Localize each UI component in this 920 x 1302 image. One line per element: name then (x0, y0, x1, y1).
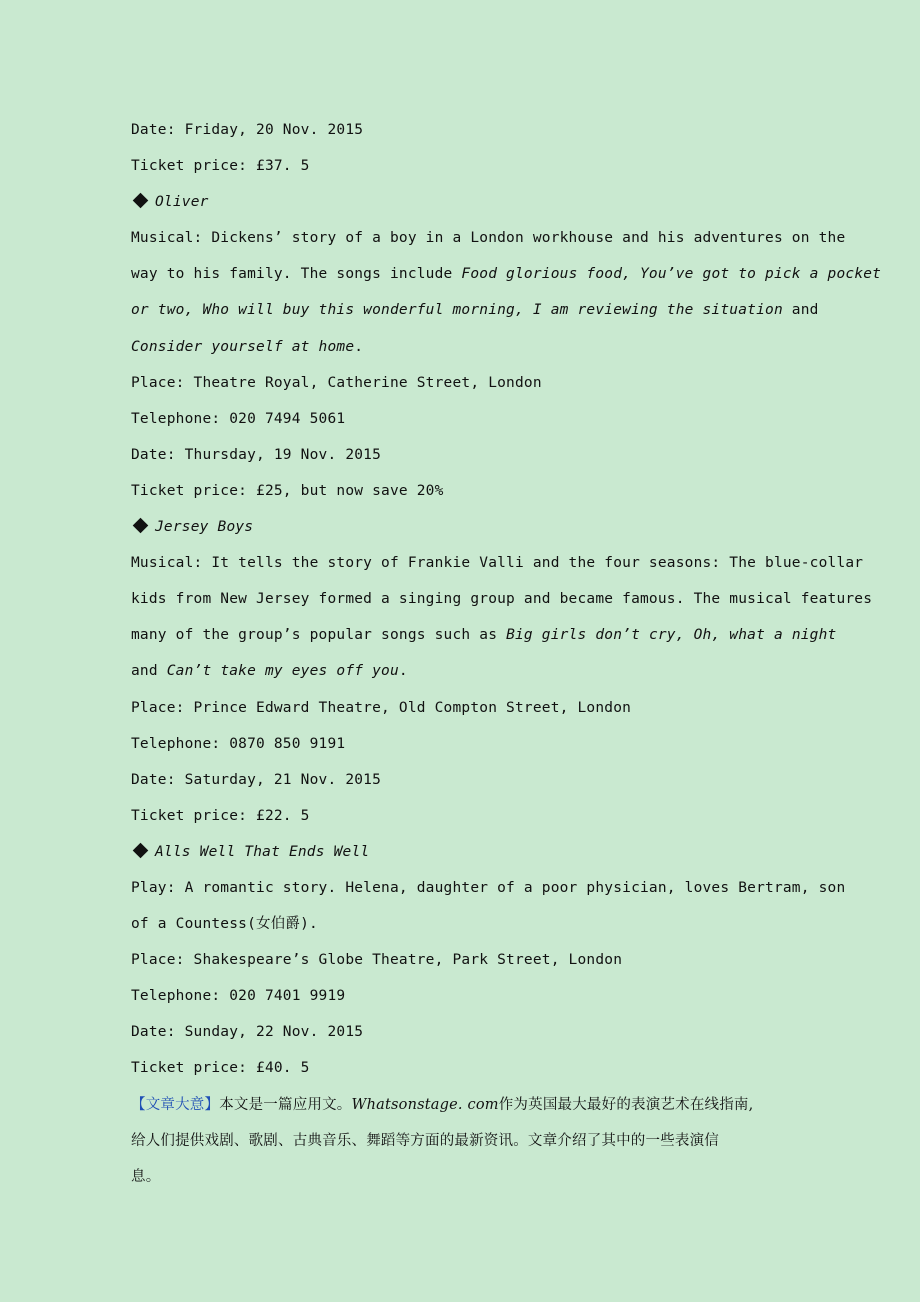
oliver-title: Oliver (155, 194, 209, 211)
alls-place: Place: Shakespeare’s Globe Theatre, Park Street, London (131, 952, 623, 969)
jersey-desc-line-4 (131, 653, 841, 689)
alls-price: Ticket price: £40. 5 (131, 1060, 310, 1077)
diamond-bullet-icon (133, 518, 149, 534)
jersey-song-titles: Can’t take my eyes off you (166, 663, 399, 680)
jersey-date: Date: Saturday, 21 Nov. 2015 (131, 771, 382, 788)
diamond-bullet-icon (133, 193, 149, 209)
jersey-place: Place: Prince Edward Theatre, Old Compton Street, London (131, 699, 632, 716)
oliver-date: Date: Thursday, 19 Nov. 2015 (131, 446, 382, 463)
summary-text: 作为英国最大最好的表演艺术在线指南, (498, 1096, 754, 1113)
diamond-bullet-icon (133, 843, 149, 859)
oliver-desc-text: . (354, 338, 364, 355)
alls-title: Alls Well That Ends Well (155, 843, 370, 860)
summary-line-1 (131, 1087, 841, 1123)
oliver-desc-text: way to his family. The songs include (131, 266, 462, 283)
jersey-telephone: Telephone: 0870 850 9191 (131, 735, 346, 752)
oliver-song-titles: Consider yourself at home (131, 338, 355, 355)
oliver-heading (131, 184, 841, 220)
oliver-place: Place: Theatre Royal, Catherine Street, London (131, 374, 542, 391)
alls-date: Date: Sunday, 22 Nov. 2015 (131, 1024, 364, 1041)
oliver-song-titles: Food glorious food, You’ve got to pick a pocket (461, 266, 882, 283)
jersey-song-titles: Big girls don’t cry, Oh, what a night (506, 627, 837, 644)
jersey-desc-text: and (131, 663, 167, 680)
summary-text: 本文是一篇应用文。 (219, 1096, 352, 1113)
oliver-price: Ticket price: £25, but now save 20% (131, 482, 444, 499)
jersey-desc-line-1: Musical: It tells the story of Frankie Valli and the four seasons: The blue-collar (131, 555, 864, 572)
alls-desc-line-1: Play: A romantic story. Helena, daughter of a poor physician, loves Bertram, son (131, 879, 846, 896)
jersey-desc-text: . (398, 663, 408, 680)
document-body (131, 112, 882, 1195)
oliver-desc-text: and (782, 302, 819, 319)
jersey-desc-line-2: kids from New Jersey formed a singing group and became famous. The musical features (131, 591, 873, 608)
show1-date: Date: Friday, 20 Nov. 2015 (131, 122, 364, 138)
oliver-desc-line-4 (131, 329, 841, 365)
jersey-heading (131, 509, 841, 545)
jersey-price: Ticket price: £22. 5 (131, 807, 310, 824)
summary-tag: 【文章大意】 (131, 1096, 220, 1113)
alls-heading (131, 834, 841, 870)
alls-telephone: Telephone: 020 7401 9919 (131, 988, 346, 1005)
show1-price: Ticket price: £37. 5 (131, 158, 310, 175)
oliver-desc-line-2 (131, 256, 882, 292)
jersey-title: Jersey Boys (155, 519, 254, 536)
jersey-desc-line-3 (131, 617, 841, 653)
oliver-desc-line-3 (131, 292, 841, 328)
jersey-desc-text: many of the group’s popular songs such as (131, 627, 507, 644)
summary-line-2: 给人们提供戏剧、歌剧、古典音乐、舞蹈等方面的最新资讯。文章介绍了其中的一些表演信 (131, 1132, 719, 1149)
oliver-song-titles: or two, Who will buy this wonderful morning, I am reviewing the situation (131, 302, 783, 319)
summary-site-name: Whatsonstage. com (351, 1096, 499, 1113)
alls-desc-line-2: of a Countess(女伯爵). (131, 916, 318, 933)
oliver-desc-line-1: Musical: Dickens’ story of a boy in a London workhouse and his adventures on the (131, 230, 846, 247)
summary-line-3: 息。 (131, 1168, 161, 1185)
oliver-telephone: Telephone: 020 7494 5061 (131, 410, 346, 427)
